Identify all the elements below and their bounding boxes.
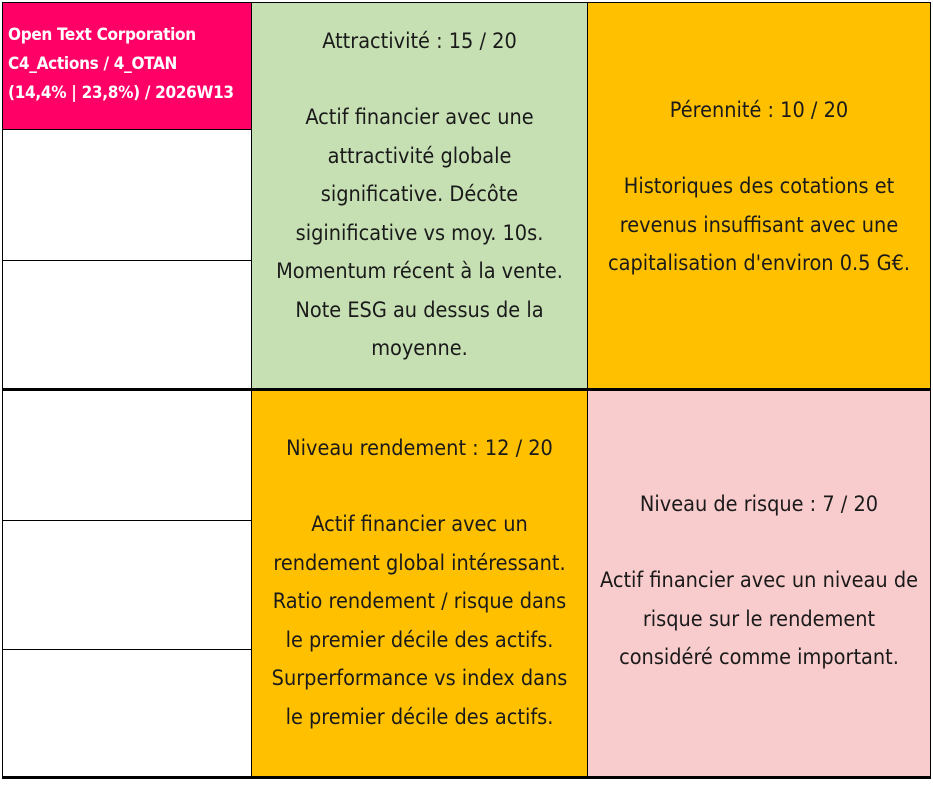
attractivite-line: siginificative vs moy. 10s.	[295, 220, 544, 246]
blank-cell-3	[2, 390, 252, 521]
risque-description	[600, 562, 918, 678]
blank-cell-5	[2, 649, 252, 777]
risque-title: Niveau de risque : 7 / 20	[639, 491, 879, 517]
blank-cell-4	[2, 520, 252, 650]
attractivite-line: Note ESG au dessus de la	[295, 297, 544, 323]
asset-category: C4_Actions / 4_OTAN	[8, 54, 178, 74]
attractivite-line: significative. Décôte	[320, 182, 519, 207]
asset-name: Open Text Corporation	[8, 25, 196, 45]
rendement-line: Ratio rendement / risque dans	[272, 589, 567, 615]
rendement-line: le premier décile des actifs.	[285, 627, 554, 653]
rendement-panel	[251, 390, 588, 777]
asset-stats: (14,4% | 23,8%) / 2026W13	[8, 83, 234, 103]
rendement-line: Surperformance vs index dans	[271, 666, 568, 692]
blank-cell-1	[2, 129, 252, 261]
row-divider	[2, 388, 931, 390]
bottom-border	[2, 777, 931, 779]
blank-cell-2	[2, 260, 252, 389]
rendement-title: Niveau rendement : 12 / 20	[286, 435, 553, 461]
attractivite-line: Momentum récent à la vente.	[276, 259, 563, 284]
attractivite-line: attractivité globale	[327, 143, 512, 169]
perennite-description	[608, 168, 910, 284]
risque-line: Actif financier avec un niveau de	[599, 568, 919, 593]
perennite-line: Historiques des cotations et	[623, 174, 895, 199]
risque-panel	[587, 390, 931, 777]
attractivite-description	[276, 99, 563, 369]
perennite-panel	[587, 2, 931, 389]
attractivite-line: Actif financier avec une	[305, 105, 534, 130]
attractivite-panel	[251, 2, 588, 389]
asset-header	[2, 2, 252, 130]
attractivite-line: moyenne.	[371, 336, 468, 361]
rendement-line: rendement global intéressant.	[273, 550, 566, 576]
perennite-title: Pérennité : 10 / 20	[669, 97, 849, 123]
risque-line: risque sur le rendement	[642, 606, 876, 632]
rendement-line: le premier décile des actifs.	[285, 704, 554, 730]
attractivite-title: Attractivité : 15 / 20	[322, 28, 517, 54]
perennite-line: revenus insuffisant avec une	[619, 212, 899, 238]
perennite-line: capitalisation d'environ 0.5 G€.	[607, 251, 911, 276]
rendement-description	[272, 506, 568, 737]
risque-line: considéré comme important.	[619, 645, 899, 670]
rendement-line: Actif financier avec un	[311, 512, 528, 538]
